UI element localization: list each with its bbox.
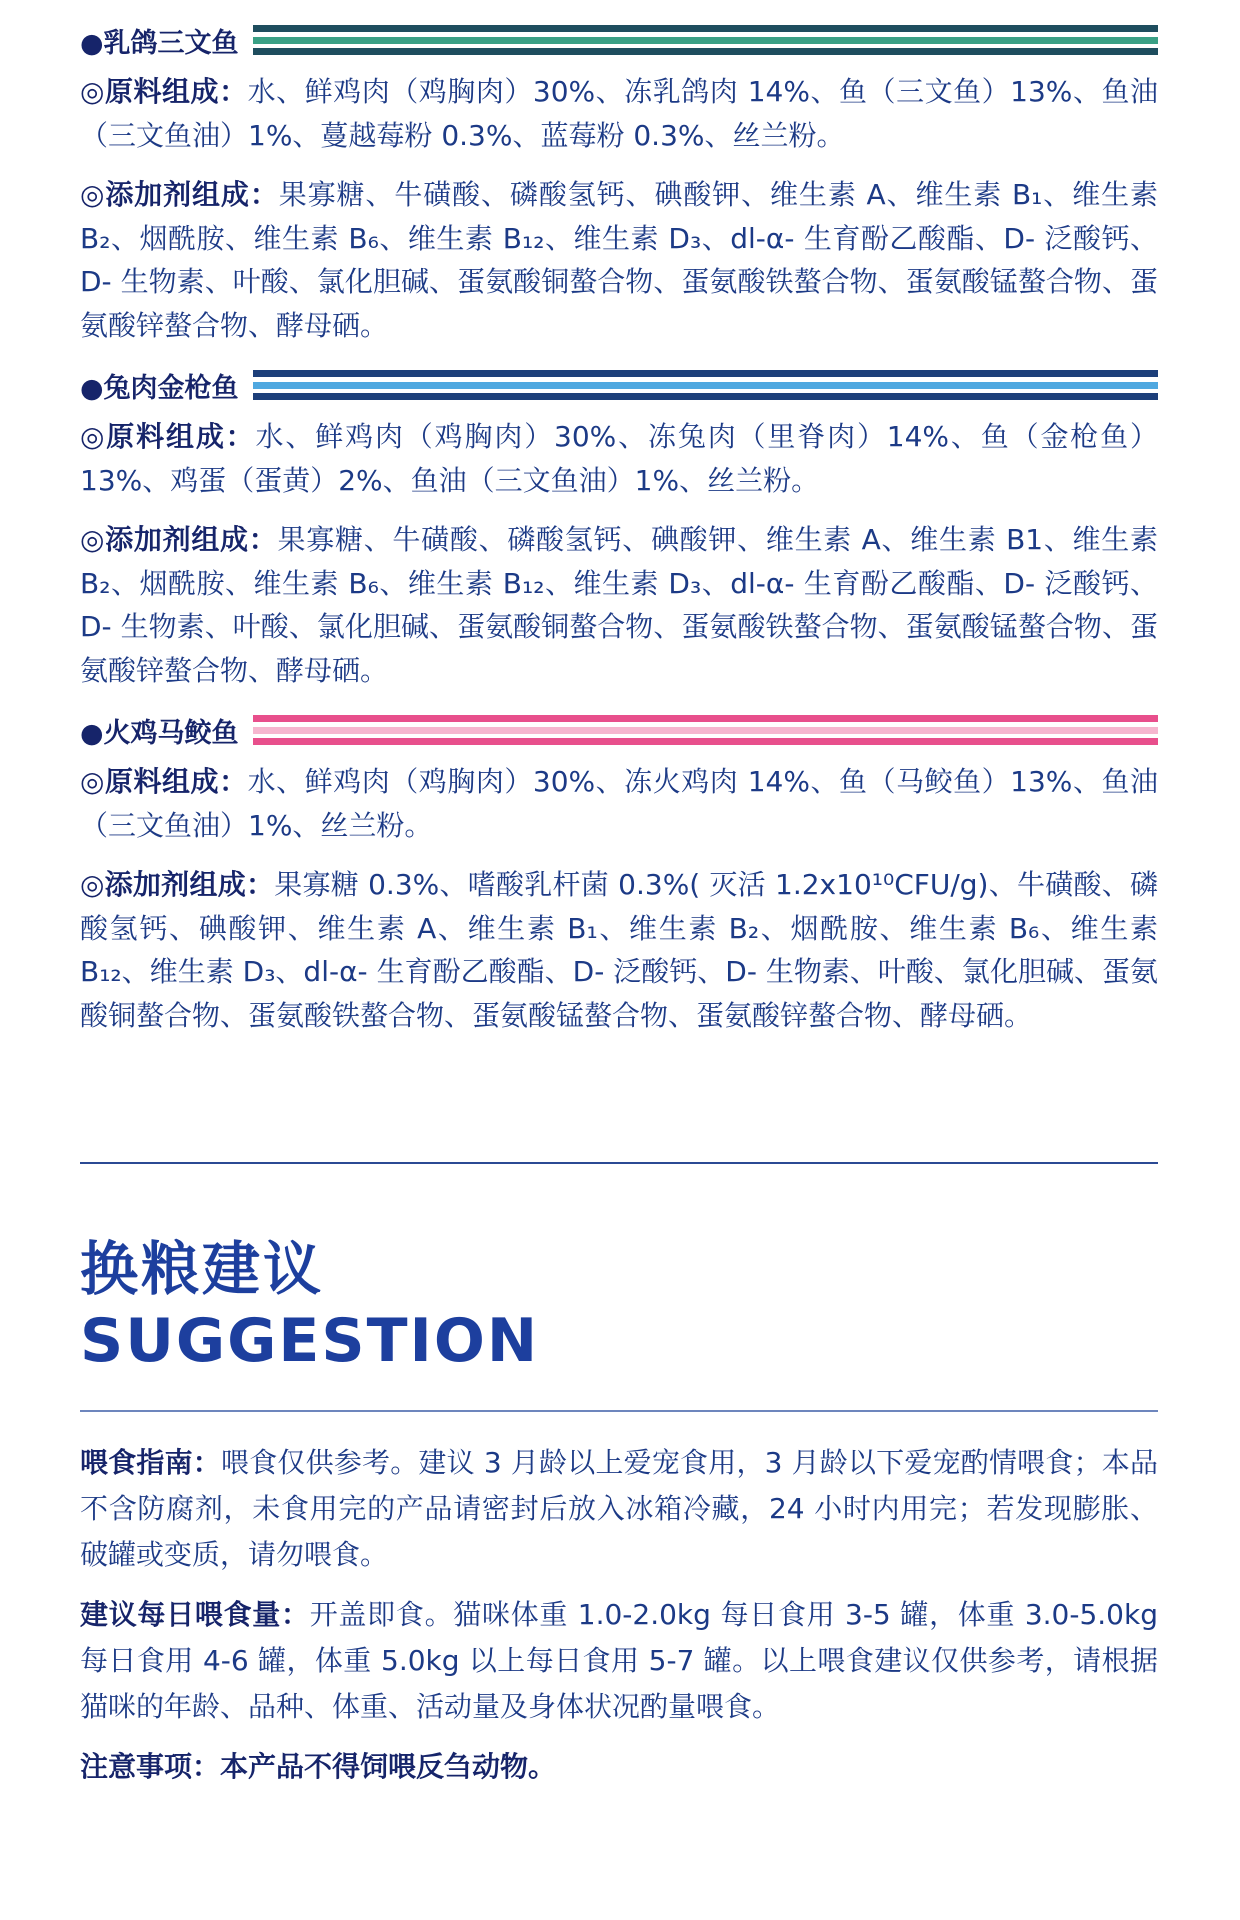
stripe-line bbox=[253, 738, 1158, 745]
additives-paragraph bbox=[80, 863, 1158, 1037]
ingredients-text: 水、鲜鸡肉（鸡胸肉）30%、冻火鸡肉 14%、鱼（马鲛鱼）13%、鱼油（三文鱼油）1%、丝兰粉。 bbox=[80, 765, 1159, 842]
flavor-header bbox=[80, 708, 1158, 752]
flavor-header bbox=[80, 363, 1158, 407]
ingredients-label: ◎原料组成： bbox=[80, 75, 248, 108]
ingredients-paragraph bbox=[80, 415, 1158, 502]
stripe-line bbox=[253, 370, 1158, 377]
notice-label: 注意事项： bbox=[80, 1750, 221, 1783]
flavor-header bbox=[80, 18, 1158, 62]
feeding-guide-paragraph bbox=[80, 1440, 1158, 1578]
stripe-line bbox=[253, 393, 1158, 400]
stripe-line bbox=[253, 25, 1158, 32]
suggestion-title-en: SUGGESTION bbox=[80, 1306, 540, 1376]
flavor-section-pigeon-salmon bbox=[80, 18, 1158, 347]
stripe-line bbox=[253, 715, 1158, 722]
notice-paragraph bbox=[80, 1744, 1158, 1790]
additives-label: ◎添加剂组成： bbox=[80, 178, 279, 211]
ingredients-label: ◎原料组成： bbox=[80, 420, 256, 453]
stripe-line bbox=[253, 727, 1158, 734]
daily-amount-label: 建议每日喂食量： bbox=[80, 1598, 310, 1631]
stripe-line bbox=[253, 48, 1158, 55]
flavor-stripe bbox=[253, 370, 1158, 400]
flavor-section-rabbit-tuna bbox=[80, 363, 1158, 692]
stripe-line bbox=[253, 382, 1158, 389]
feeding-guide-label: 喂食指南： bbox=[80, 1446, 222, 1479]
additives-text: 果寡糖、牛磺酸、磷酸氢钙、碘酸钾、维生素 A、维生素 B1、维生素 B₂、烟酰胺、维生素 B₆、维生素 B₁₂、维生素 D₃、dl-α- 生育酚乙酸酯、D- 泛酸钙、D- 生物素、叶酸、氯化胆碱、蛋氨酸铜螯合物、蛋氨酸铁螯合物、蛋氨酸锰螯合物、蛋氨酸锌螯合物、酵母硒。 bbox=[80, 523, 1158, 687]
section-divider bbox=[80, 1162, 1158, 1164]
additives-text: 果寡糖、牛磺酸、磷酸氢钙、碘酸钾、维生素 A、维生素 B₁、维生素 B₂、烟酰胺、维生素 B₆、维生素 B₁₂、维生素 D₃、dl-α- 生育酚乙酸酯、D- 泛酸钙、D- 生物素、叶酸、氯化胆碱、蛋氨酸铜螯合物、蛋氨酸铁螯合物、蛋氨酸锰螯合物、蛋氨酸锌螯合物、酵母硒。 bbox=[80, 178, 1158, 342]
daily-amount-paragraph bbox=[80, 1592, 1158, 1730]
feeding-guide bbox=[80, 1440, 1158, 1804]
ingredients-paragraph bbox=[80, 760, 1158, 847]
flavor-stripe bbox=[253, 25, 1158, 55]
additives-paragraph bbox=[80, 518, 1158, 692]
flavor-stripe bbox=[253, 715, 1158, 745]
flavor-title: ●兔肉金枪鱼 bbox=[80, 372, 239, 404]
additives-label: ◎添加剂组成： bbox=[80, 523, 278, 556]
daily-amount-text: 开盖即食。猫咪体重 1.0-2.0kg 每日食用 3-5 罐，体重 3.0-5.0kg 每日食用 4-6 罐，体重 5.0kg 以上每日食用 5-7 罐。以上喂食建议仅供参考，请根据猫咪的年龄、品种、体重、活动量及身体状况酌量喂食。 bbox=[80, 1598, 1158, 1723]
feeding-guide-text: 喂食仅供参考。建议 3 月龄以上爱宠食用，3 月龄以下爱宠酌情喂食；本品不含防腐剂，未食用完的产品请密封后放入冰箱冷藏，24 小时内用完；若发现膨胀、破罐或变质，请勿喂食。 bbox=[80, 1446, 1158, 1571]
additives-label: ◎添加剂组成： bbox=[80, 868, 275, 901]
flavor-section-turkey-mackerel bbox=[80, 708, 1158, 1037]
ingredients-paragraph bbox=[80, 70, 1158, 157]
suggestion-title-cn: 换粮建议 bbox=[80, 1235, 325, 1303]
flavor-list bbox=[80, 18, 1158, 1053]
additives-paragraph bbox=[80, 173, 1158, 347]
ingredients-text: 水、鲜鸡肉（鸡胸肉）30%、冻兔肉（里脊肉）14%、鱼（金枪鱼）13%、鸡蛋（蛋黄）2%、鱼油（三文鱼油）1%、丝兰粉。 bbox=[80, 420, 1158, 497]
ingredients-label: ◎原料组成： bbox=[80, 765, 248, 798]
suggestion-divider bbox=[80, 1410, 1158, 1412]
additives-text: 果寡糖 0.3%、嗜酸乳杆菌 0.3%( 灭活 1.2x10¹⁰CFU/g)、牛磺酸、磷酸氢钙、碘酸钾、维生素 A、维生素 B₁、维生素 B₂、烟酰胺、维生素 B₆、维生素 B₁₂、维生素 D₃、dl-α- 生育酚乙酸酯、D- 泛酸钙、D- 生物素、叶酸、氯化胆碱、蛋氨酸铜螯合物、蛋氨酸铁螯合物、蛋氨酸锰螯合物、蛋氨酸锌螯合物、酵母硒。 bbox=[80, 868, 1158, 1032]
flavor-title: ●乳鸽三文鱼 bbox=[80, 27, 239, 59]
stripe-line bbox=[253, 37, 1158, 44]
notice-text: 本产品不得饲喂反刍动物。 bbox=[220, 1750, 557, 1783]
flavor-title: ●火鸡马鲛鱼 bbox=[80, 717, 239, 749]
ingredients-text: 水、鲜鸡肉（鸡胸肉）30%、冻乳鸽肉 14%、鱼（三文鱼）13%、鱼油（三文鱼油）1%、蔓越莓粉 0.3%、蓝莓粉 0.3%、丝兰粉。 bbox=[80, 75, 1159, 152]
